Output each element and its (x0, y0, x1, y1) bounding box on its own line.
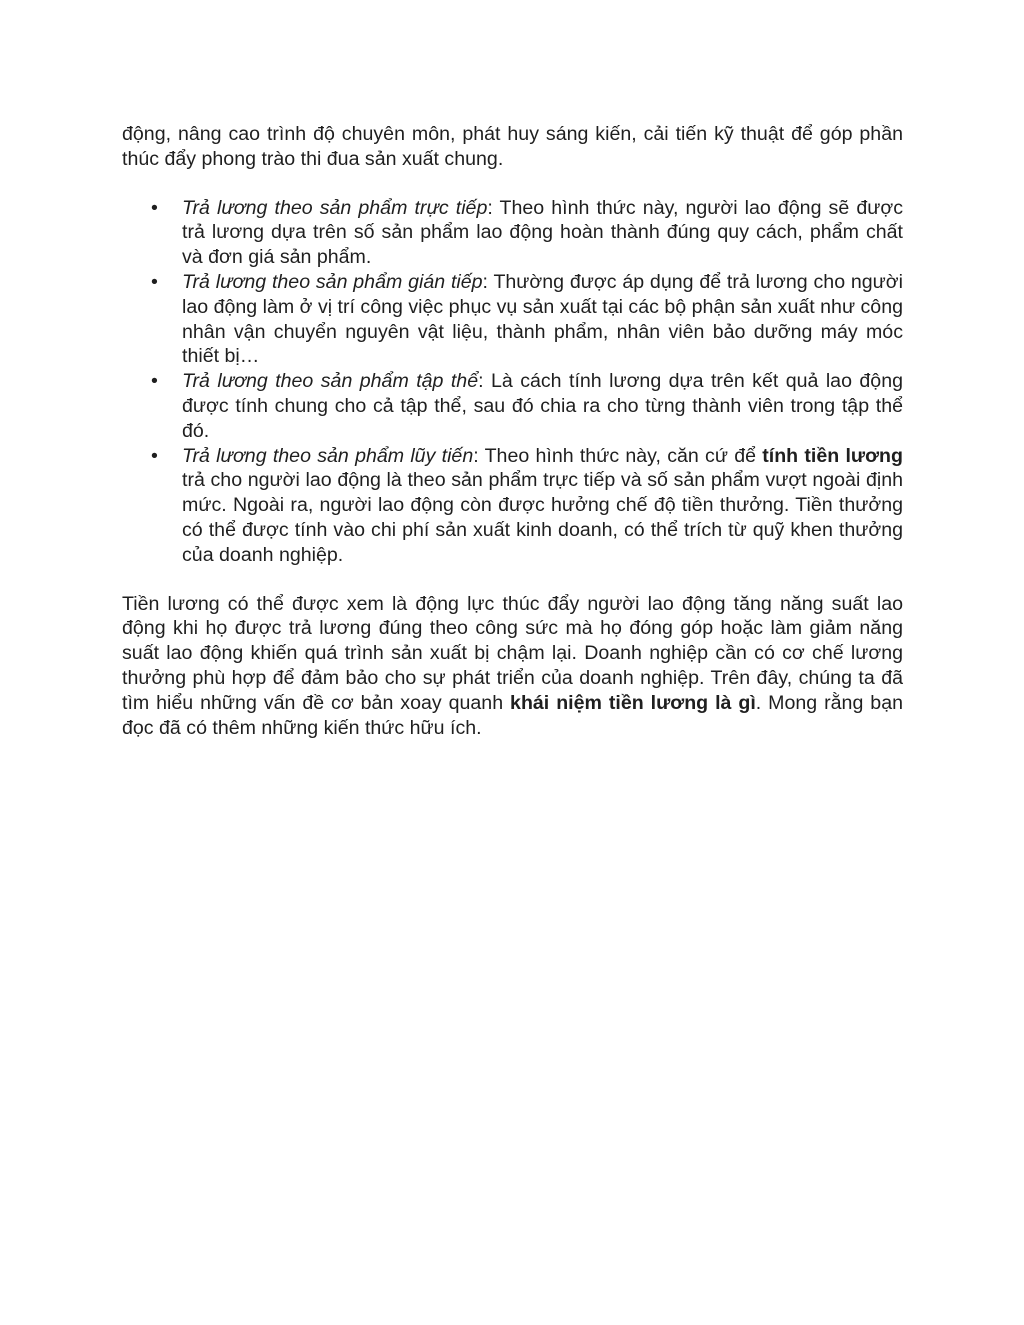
list-item-text: : Theo hình thức này, người lao động sẽ được trả lương dựa trên số sản phẩm lao động hoàn thành đúng quy cách, phẩm chất và đơn giá sản phẩm. (182, 196, 903, 269)
list-item-term: Trả lương theo sản phẩm lũy tiến (182, 444, 474, 467)
closing-text-end: . Mong rằng bạn đọc đã có thêm những kiến thức hữu ích. (122, 691, 903, 739)
list-item (122, 270, 903, 369)
bullet-icon: • (151, 444, 158, 467)
list-item-term: Trả lương theo sản phẩm trực tiếp (182, 196, 488, 219)
list-item (122, 369, 903, 443)
intro-paragraph: động, nâng cao trình độ chuyên môn, phát huy sáng kiến, cải tiến kỹ thuật để góp phần thúc đẩy phong trào thi đua sản xuất chung. (122, 123, 903, 170)
closing-paragraph (122, 592, 903, 741)
document-page (122, 122, 903, 740)
bullet-icon: • (151, 270, 158, 293)
list-item-text: : Thường được áp dụng để trả lương cho người lao động làm ở vị trí công việc phục vụ sản xuất tại các bộ phận sản xuất như công nhân vận chuyển nguyên vật liệu, thành phẩm, nhân viên bảo dưỡng máy móc thiết bị… (182, 270, 904, 368)
keyword-bold: tính tiền lương (762, 444, 903, 467)
list-item-term: Trả lương theo sản phẩm gián tiếp (182, 270, 483, 293)
list-item-term: Trả lương theo sản phẩm tập thể (182, 370, 479, 393)
closing-text: Tiền lương có thể được xem là động lực thúc đẩy người lao động tăng năng suất lao động khi họ được trả lương đúng theo công sức mà họ đóng góp hoặc làm giảm năng suất lao động khiến quá trình sản xuất bị chậm lại. Doanh nghiệp cần có cơ chế lương thưởng phù hợp để đảm bảo cho sự phát triển của doanh nghiệp. Trên đây, chúng ta đã tìm hiểu những vấn đề cơ bản xoay quanh (122, 592, 903, 714)
wage-methods-list (122, 196, 903, 568)
list-item (122, 444, 903, 568)
list-item-text-continued: trả cho người lao động là theo sản phẩm trực tiếp và số sản phẩm vượt ngoài định mức. Ngoài ra, người lao động còn được hưởng chế độ tiền thưởng. Tiền thưởng có thể được tính vào chi phí sản xuất kinh doanh, có thể trích từ quỹ khen thưởng của doanh nghiệp. (182, 469, 903, 566)
list-item-text: : Là cách tính lương dựa trên kết quả lao động được tính chung cho cả tập thể, sau đó chia ra cho từng thành viên trong tập thể đó. (182, 370, 903, 442)
list-item-text: : Theo hình thức này, căn cứ để (473, 444, 763, 467)
list-item (122, 196, 903, 270)
bullet-icon: • (151, 370, 158, 393)
keyword-bold: khái niệm tiền lương là gì (510, 691, 756, 714)
bullet-icon: • (151, 196, 158, 219)
